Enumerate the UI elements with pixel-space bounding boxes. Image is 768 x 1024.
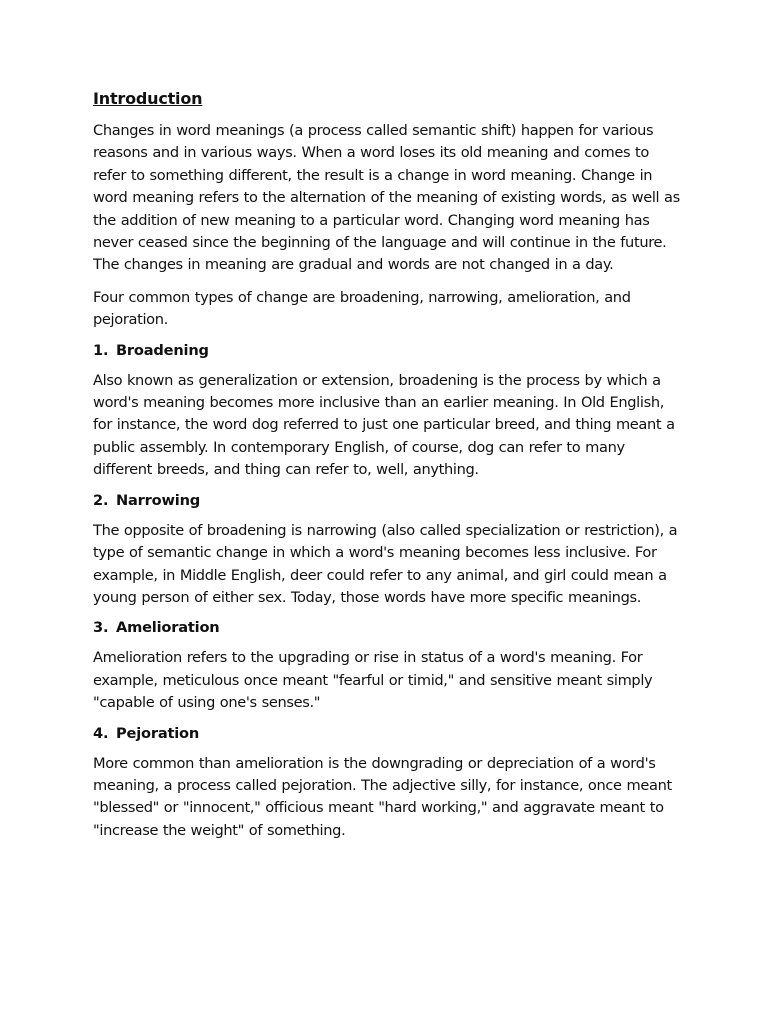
section-paragraph: Amelioration refers to the upgrading or rise in status of a word's meaning. For example, meticulous once meant "fearful or timid," and sensitive meant simply "capable of using one's senses." xyxy=(93,649,653,712)
document-title: Introduction xyxy=(93,89,203,108)
section-title: Amelioration xyxy=(116,619,220,637)
section-paragraph: Also known as generalization or extension, broadening is the process by which a word's meaning becomes more inclusive than an earlier meaning. In Old English, for instance, the word dog referred to just one particular breed, and thing meant a public assembly. In contemporary English, of course, dog can refer to many different breeds, and thing can refer to, well, anything. xyxy=(93,371,675,479)
section-title: Pejoration xyxy=(116,724,200,742)
section-number: 3. xyxy=(93,619,109,637)
section-narrowing xyxy=(93,490,683,610)
section-paragraph: More common than amelioration is the downgrading or depreciation of a word's meaning, a process called pejoration. The adjective silly, for instance, once meant "blessed" or "innocent," officious meant "hard working," and aggravate meant to "increase the weight" of something. xyxy=(93,754,672,839)
section-paragraph: The opposite of broadening is narrowing (also called specialization or restriction), a type of semantic change in which a word's meaning becomes less inclusive. For example, in Middle English, deer could refer to any animal, and girl could mean a young person of either sex. Today, those words have more specific meanings. xyxy=(93,521,678,606)
document-page xyxy=(93,88,683,850)
section-number: 2. xyxy=(93,491,109,509)
section-number: 4. xyxy=(93,724,109,742)
section-number: 1. xyxy=(93,341,109,359)
section-heading xyxy=(93,617,683,639)
intro-paragraph: Changes in word meanings (a process called semantic shift) happen for various reasons and in various ways. When a word loses its old meaning and comes to refer to something different, the result is a change in word meaning. Change in word meaning refers to the alternation of the meaning of existing words, as well as the addition of new meaning to a particular word. Changing word meaning has never ceased since the beginning of the language and will continue in the future. The changes in meaning are gradual and words are not changed in a day. xyxy=(93,122,680,274)
section-broadening xyxy=(93,340,683,482)
section-amelioration xyxy=(93,617,683,714)
types-intro-paragraph: Four common types of change are broadening, narrowing, amelioration, and pejoration. xyxy=(93,288,631,329)
section-title: Broadening xyxy=(116,341,209,359)
section-pejoration xyxy=(93,723,683,843)
section-title: Narrowing xyxy=(116,491,201,509)
section-heading xyxy=(93,723,683,745)
section-heading xyxy=(93,340,683,362)
section-heading xyxy=(93,490,683,512)
